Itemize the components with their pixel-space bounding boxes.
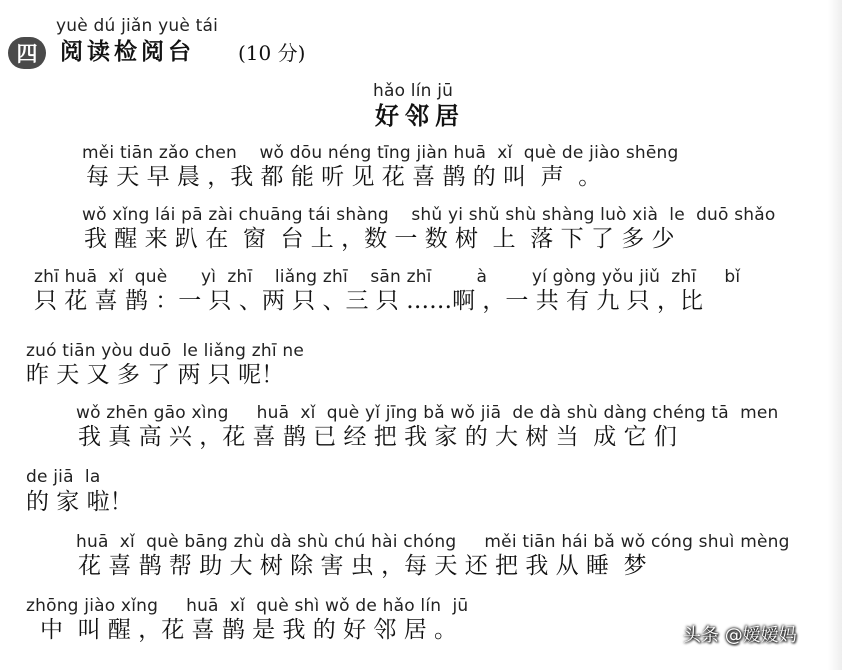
watermark: 头条 @嫒嫒妈 [683, 625, 797, 646]
scan-edge-shadow [828, 0, 842, 670]
line-1-text: 每 天 早 晨 ，我 都 能 听 见 花 喜 鹊 的 叫 声 。 [86, 164, 602, 190]
line-6-text: 的 家 啦！ [26, 489, 133, 515]
line-2-pinyin: wǒ xǐng lái pā zài chuāng tái shàng shǔ yi shǔ shù shàng luò xià le duō shǎo [82, 205, 776, 225]
line-5-text: 我 真 高 兴 ，花 喜 鹊 已 经 把 我 家 的 大 树 当 成 它 们 [78, 424, 677, 450]
story-title-pinyin: hǎo lín jū [373, 81, 454, 101]
story-title: 好邻居 [375, 102, 465, 130]
line-5-pinyin: wǒ zhēn gāo xìng huā xǐ què yǐ jīng bǎ wǒ jiā de dà shù dàng chéng tā men [76, 403, 779, 423]
line-3-pinyin: zhī huā xǐ què yì zhī liǎng zhī sān zhī à yí gòng yǒu jiǔ zhī bǐ [34, 267, 741, 287]
line-8-pinyin: zhōng jiào xǐng huā xǐ què shì wǒ de hǎo lín jū [26, 596, 469, 616]
line-4-pinyin: zuó tiān yòu duō le liǎng zhī ne [26, 341, 304, 361]
section-score: (10 分) [238, 41, 306, 65]
line-2-text: 我 醒 来 趴 在 窗 台 上 ，数 一 数 树 上 落 下 了 多 少 [84, 226, 675, 252]
line-6-pinyin: de jiā la [26, 467, 101, 487]
section-title: 阅读检阅台 [60, 39, 195, 65]
line-7-text: 花 喜 鹊 帮 助 大 树 除 害 虫 ，每 天 还 把 我 从 睡 梦 [78, 553, 647, 579]
section-number-badge: 四 [8, 37, 46, 69]
section-title-pinyin: yuè dú jiǎn yuè tái [56, 16, 219, 36]
line-3-text: 只 花 喜 鹊 ：一 只 、两 只 、三 只 ……啊 ，一 共 有 九 只 ，比 [34, 288, 703, 314]
line-7-pinyin: huā xǐ què bāng zhù dà shù chú hài chóng měi tiān hái bǎ wǒ cóng shuì mèng [76, 532, 790, 552]
line-4-text: 昨 天 又 多 了 两 只 呢！ [26, 362, 285, 388]
line-1-pinyin: měi tiān zǎo chen wǒ dōu néng tīng jiàn huā xǐ què de jiào shēng [82, 143, 679, 163]
line-8-text: 中 叫 醒 ，花 喜 鹊 是 我 的 好 邻 居 。 [40, 617, 458, 643]
